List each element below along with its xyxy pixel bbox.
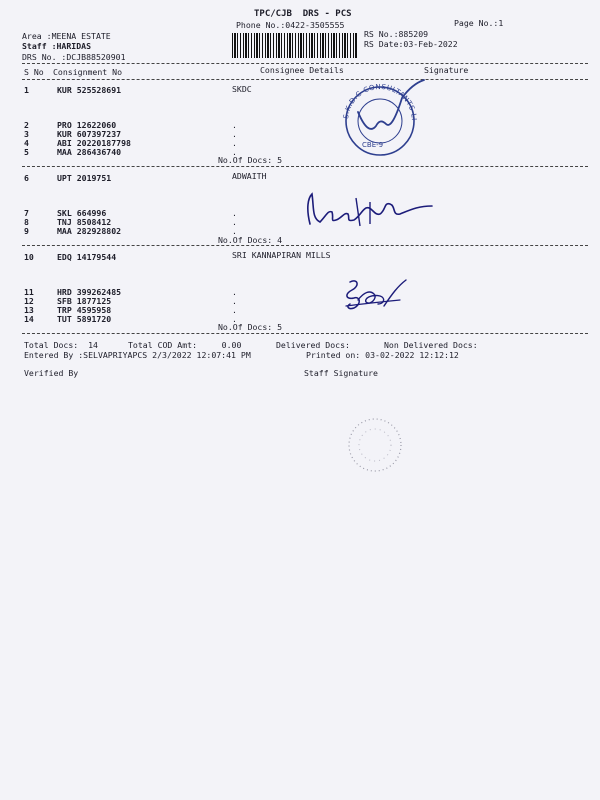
docs-count: No.Of Docs: 5 [218,322,283,332]
staff-label: Staff :HARIDAS [22,41,92,51]
divider [22,333,588,334]
table-row-consignee: . [232,287,237,297]
table-row-sno: 6 [24,173,29,183]
non-delivered-docs: Non Delivered Docs: [384,340,478,350]
staff-signature-label: Staff Signature [304,368,378,378]
table-row-consignment: KUR 607397237 [57,129,122,139]
table-row-consignee: . [232,305,237,315]
page-number: Page No.:1 [454,18,504,28]
delivered-docs: Delivered Docs: [276,340,350,350]
divider [22,166,588,167]
entered-by: Entered By :SELVAPRIYAPCS 2/3/2022 12:07:41 PM [24,350,251,360]
table-row-sno: 4 [24,138,29,148]
area-label: Area :MEENA ESTATE [22,31,111,41]
table-row-consignee: . [232,208,237,218]
table-row-consignee: ADWAITH [232,171,267,181]
table-row-sno: 9 [24,226,29,236]
column-header-signature: Signature [424,65,469,75]
table-row-consignee: . [232,120,237,130]
table-row-consignee: . [232,226,237,236]
divider [22,79,588,80]
table-row-consignment: PRO 12622060 [57,120,117,130]
signature-drawing [340,276,420,316]
total-docs: Total Docs: 14 [24,340,98,350]
column-header-sno: S No [24,67,44,77]
table-row-consignment: HRD 399262485 [57,287,122,297]
phone-number: Phone No.:0422-3505555 [236,20,345,30]
svg-text:S.K.D.C CONSULTANTS LIMITED [325,78,418,121]
table-row-sno: 8 [24,217,29,227]
document-title: TPC/CJB DRS - PCS [254,9,352,19]
table-row-sno: 2 [24,120,29,130]
table-row-sno: 7 [24,208,29,218]
divider [22,63,588,64]
column-header-consignment: Consignment No [53,67,123,77]
table-row-consignee: . [232,314,237,324]
table-row-sno: 14 [24,314,34,324]
table-row-consignee: . [232,217,237,227]
table-row-consignment: MAA 286436740 [57,147,122,157]
signature-drawing [300,188,450,232]
table-row-sno: 3 [24,129,29,139]
verified-by-label: Verified By [24,368,79,378]
table-row-consignee: SKDC [232,84,252,94]
table-row-consignee: SRI KANNAPIRAN MILLS [232,250,331,260]
column-header-consignee: Consignee Details [260,65,344,75]
docs-count: No.Of Docs: 4 [218,235,283,245]
table-row-sno: 10 [24,252,34,262]
table-row-sno: 11 [24,287,34,297]
table-row-consignee: . [232,296,237,306]
stamp-text: S.K.D.C CONSULTANTS LIMITED [324,78,419,121]
table-row-sno: 5 [24,147,29,157]
stamp-code: CBE-9 [362,141,384,149]
table-row-consignment: ABI 20220187798 [57,138,131,148]
total-cod-amount: Total COD Amt: 0.00 [128,340,242,350]
table-row-consignee: . [232,129,237,139]
table-row-consignment: MAA 282928802 [57,226,122,236]
docs-count: No.Of Docs: 5 [218,155,283,165]
table-row-consignment: EDQ 14179544 [57,252,117,262]
rs-date: RS Date:03-Feb-2022 [364,39,458,49]
barcode-image [232,33,358,58]
table-row-consignment: TRP 4595958 [57,305,112,315]
table-row-consignment: SKL 664996 [57,208,107,218]
faded-stamp-mark [330,410,420,480]
rs-number: RS No.:885209 [364,29,429,39]
divider [22,245,588,246]
table-row-sno: 13 [24,305,34,315]
table-row-consignment: TUT 5891720 [57,314,112,324]
table-row-consignee: . [232,138,237,148]
company-stamp [324,78,432,158]
printed-on: Printed on: 03-02-2022 12:12:12 [306,350,459,360]
table-row-consignment: TNJ 8508412 [57,217,112,227]
table-row-consignment: SFB 1877125 [57,296,112,306]
table-row-consignment: UPT 2019751 [57,173,112,183]
table-row-consignee: . [232,147,237,157]
table-row-consignment: KUR 525528691 [57,85,122,95]
table-row-sno: 12 [24,296,34,306]
table-row-sno: 1 [24,85,29,95]
drs-number: DRS No. :DCJB88520901 [22,52,126,62]
